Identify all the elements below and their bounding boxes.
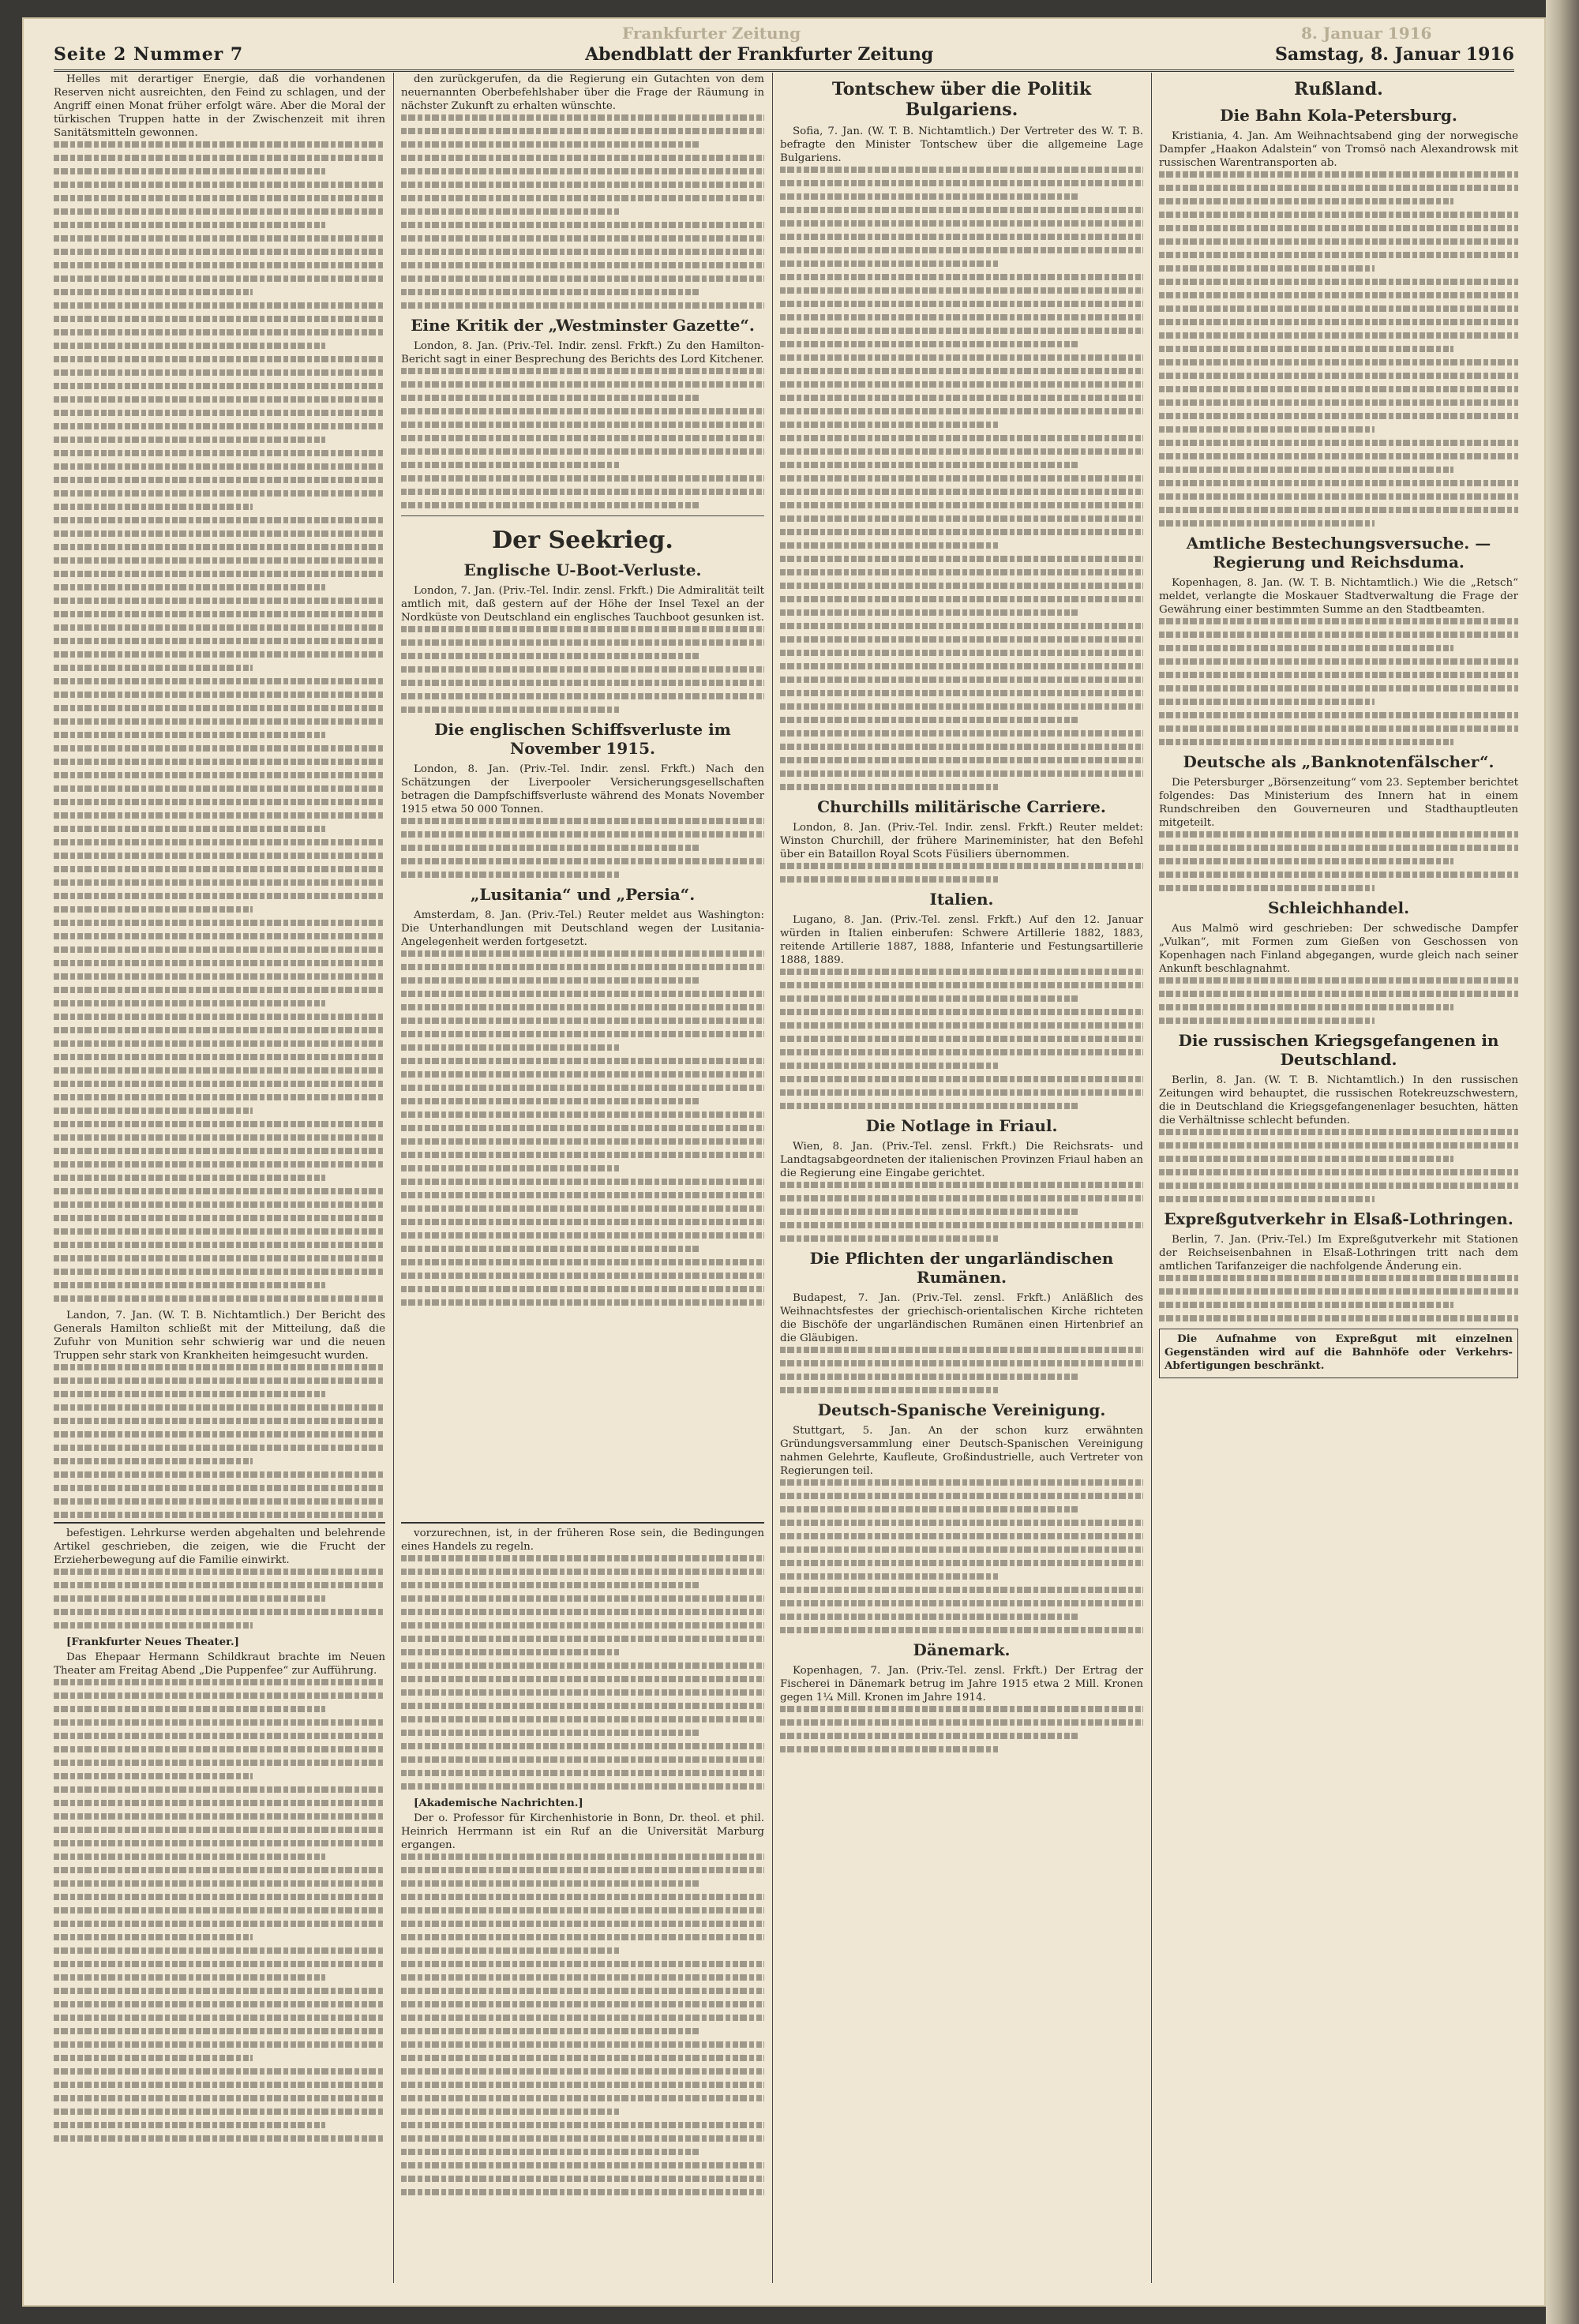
article-text: Berlin, 8. Jan. (W. T. B. Nichtamtlich.) In den russischen Zeitungen wird behauptet, die russischen Rotekreuzschwestern, die in Deutschland die Kriegsgefangenenlager besuchten, hätten die Verhältnisse schlecht befunden. <box>1159 1074 1518 1126</box>
illegible-text-block <box>780 1706 1143 1752</box>
article-text: Sofia, 7. Jan. (W. T. B. Nichtamtlich.) Der Vertreter des W. T. B. befragte den Minister Tontschew über die allgemeine Lage Bulgariens. <box>780 126 1143 164</box>
headline-bestechung: Amtliche Bestechungsversuche. — Regierung und Reichsduma. <box>1186 534 1491 572</box>
headline-notlage: Die Notlage in Friaul. <box>865 1116 1058 1135</box>
article-text: Helles mit derartiger Energie, daß die vorhandenen Reserven nicht ausreichten, den Feind zu schlagen, und der Angriff einen Monat früher erfolgt wäre. Aber die Moral der türkischen Truppen hatte in der Zwischenzeit mit ihren Sanitätsmitteln gewonnen. <box>54 73 385 139</box>
headline-bahn: Die Bahn Kola-Petersburg. <box>1220 106 1457 125</box>
column-divider <box>393 73 394 2283</box>
illegible-text-block <box>401 1555 764 1790</box>
illegible-text-block <box>1159 1275 1518 1321</box>
illegible-text-block <box>401 114 764 309</box>
feuilleton-text: befestigen. Lehrkurse werden abgehalten und belehrende Artikel geschrieben, die zeigen, wie die Frucht der Erzieherbewegung auf die Familie einwirkt. <box>54 1527 385 1566</box>
article-text: Kopenhagen, 8. Jan. (W. T. B. Nichtamtlich.) Wie die „Retsch“ meldet, verlangte die Moskauer Stadtverwaltung die Frage der Gewährung einer bestimmten Summe an den Stadtbeamten. <box>1159 577 1518 616</box>
headline-kritik: Eine Kritik der „Westminster Gazette“. <box>411 316 755 335</box>
headline-gefangene: Die russischen Kriegsgefangenen in Deutschland. <box>1178 1031 1499 1069</box>
article-text: London, 8. Jan. (Priv.-Tel. Indir. zensl. Frkft.) Reuter meldet: Winston Churchill, der frühere Marineminister, hat den Befehl über ein Bataillon Royal Scots Füsiliers übernommen. <box>780 822 1143 860</box>
illegible-text-block <box>401 1854 764 2195</box>
article-text: Die Petersburger „Börsenzeitung“ vom 23. September berichtet folgendes: Das Ministerium des Innern hat in einem Rundschreiben den Gouverneuren und Stadthauptleuten mitgeteilt. <box>1159 777 1518 829</box>
feuilleton-text: [Akademische Nachrichten.] <box>414 1797 583 1809</box>
headline-elsass: Expreßgutverkehr in Elsaß-Lothringen. <box>1164 1209 1513 1228</box>
illegible-text-block <box>1159 1129 1518 1202</box>
article-text: Kopenhagen, 7. Jan. (Priv.-Tel. zensl. Frkft.) Der Ertrag der Fischerei in Dänemark betrug im Jahre 1915 etwa 2 Mill. Kronen gegen 1¼ Mill. Kronen im Jahre 1914. <box>780 1665 1143 1704</box>
illegible-text-block <box>54 1569 385 1629</box>
article-text: Budapest, 7. Jan. (Priv.-Tel. zensl. Frkft.) Anläßlich des Weihnachtsfestes der griechisch-orientalischen Kirche richteten die Bischöfe der ungarländischen Rumänen einen Hirtenbrief an die Gläubigen. <box>780 1292 1143 1344</box>
article-text: Landon, 7. Jan. (W. T. B. Nichtamtlich.) Der Bericht des Generals Hamilton schließt mit der Mitteilung, daß die Zufuhr von Munition sehr schwierig war und die neuen Truppen sehr stark von Krankheiten heimgesucht wurden. <box>54 1310 385 1362</box>
bleed-through-text: Frankfurter Zeitung <box>622 24 801 43</box>
issue-date: Samstag, 8. Januar 1916 <box>1275 44 1514 65</box>
article-text: den zurückgerufen, da die Regierung ein Gutachten von dem neuernannten Oberbefehlshaber über die Frage der Räumung in nächster Zukunft zu erhalten wünschte. <box>401 73 764 112</box>
illegible-text-block <box>780 167 1143 790</box>
headline-schiffsverluste: Die englischen Schiffsverluste im November 1915. <box>434 720 731 758</box>
illegible-text-block <box>1159 831 1518 891</box>
article-text: London, 7. Jan. (Priv.-Tel. Indir. zensl. Frkft.) Die Admiralität teilt amtlich mit, daß gestern auf der Höhe der Insel Texel an der Nordküste von Deutschland ein englisches Tauchboot gesunken ist. <box>401 585 764 624</box>
illegible-text-block <box>1159 618 1518 745</box>
article-text: Stuttgart, 5. Jan. An der schon kurz erwähnten Gründungsversammlung einer Deutsch-Spanischen Vereinigung nahmen Gelehrte, Kaufleute, Großindustrielle, auch Vertreter von Regierungen teil. <box>780 1425 1143 1477</box>
headline-spanisch: Deutsch-Spanische Vereinigung. <box>817 1400 1106 1419</box>
page-number: Seite 2 Nummer 7 <box>54 44 244 65</box>
masthead: Abendblatt der Frankfurter Zeitung <box>585 44 934 65</box>
feuilleton-text: [Frankfurter Neues Theater.] <box>66 1636 239 1648</box>
illegible-text-block <box>780 863 1143 883</box>
book-spine <box>1546 0 1579 2324</box>
headline-banknoten: Deutsche als „Banknotenfälscher“. <box>1183 752 1495 771</box>
article-text: Amsterdam, 8. Jan. (Priv.-Tel.) Reuter meldet aus Washington: Die Unterhandlungen mit Deutschland wegen der Lusitania-Angelegenheit werden fortgesetzt. <box>401 909 764 948</box>
article-text: London, 8. Jan. (Priv.-Tel. Indir. zensl. Frkft.) Nach den Schätzungen der Liverpooler Versicherungsgesellschaften betragen die Dampfschiffsverluste während des Monats November 1915 etwa 50 000 Tonnen. <box>401 763 764 815</box>
article-text: London, 8. Jan. (Priv.-Tel. Indir. zensl. Frkft.) Zu den Hamilton-Bericht sagt in einer Besprechung des Berichts des Lord Kitchener. <box>401 340 764 365</box>
illegible-text-block <box>54 1679 385 2142</box>
illegible-text-block <box>780 1479 1143 1633</box>
feuilleton-column-2 <box>401 1522 764 2283</box>
article-text: Berlin, 7. Jan. (Priv.-Tel.) Im Expreßgutverkehr mit Stationen der Reichseisenbahnen in Elsaß-Lothringen tritt nach dem amtlichen Tarifanzeiger die nachfolgende Änderung ein. <box>1159 1234 1518 1273</box>
headline-lusitania: „Lusitania“ und „Persia“. <box>470 885 696 904</box>
headline-rumaenen: Die Pflichten der ungarländischen Rumänen. <box>809 1249 1114 1287</box>
article-text: Kristiania, 4. Jan. Am Weihnachtsabend ging der norwegische Dampfer „Haakon Adalstein“ von Tromsö nach Alexandrowsk mit russischen Warentransporten ab. <box>1159 130 1518 169</box>
headline-schleichhandel: Schleichhandel. <box>1267 898 1410 917</box>
illegible-text-block <box>1159 171 1518 527</box>
column-4 <box>1159 73 1518 2283</box>
illegible-text-block <box>780 1347 1143 1393</box>
headline-tontschew: Tontschew über die Politik Bulgariens. <box>831 79 1092 120</box>
illegible-text-block <box>401 818 764 878</box>
column-divider <box>1151 73 1152 2283</box>
column-divider <box>772 73 773 2283</box>
article-text: Aus Malmö wird geschrieben: Der schwedische Dampfer „Vulkan“, mit Formen zum Gießen von Geschossen von Kopenhagen nach Finland abgegangen, wurde gleich nach seiner Ankunft beschlagnahmt. <box>1159 923 1518 975</box>
feuilleton-text: vorzurechnen, ist, in der früheren Rose sein, die Bedingungen eines Handels zu regeln. <box>401 1527 764 1553</box>
illegible-text-block <box>401 626 764 713</box>
newspaper-page <box>22 17 1546 2307</box>
feuilleton-column-1 <box>54 1522 385 2283</box>
bleed-through-date: 8. Januar 1916 <box>1301 24 1432 43</box>
illegible-text-block <box>780 969 1143 1109</box>
article-text: Lugano, 8. Jan. (Priv.-Tel. zensl. Frkft.) Auf den 12. Januar würden in Italien einberufen: Schwere Artillerie 1882, 1883, reitende Artillerie 1887, 1888, Infanterie und Festungsartillerie 1888, 1889. <box>780 914 1143 966</box>
headline-seekrieg: Der Seekrieg. <box>492 527 673 554</box>
illegible-text-block <box>401 368 764 508</box>
illegible-text-block <box>780 1182 1143 1242</box>
headline-daenemark: Dänemark. <box>913 1640 1011 1659</box>
feuilleton-text: Das Ehepaar Hermann Schildkraut brachte im Neuen Theater am Freitag Abend „Die Puppenfee“ zur Aufführung. <box>54 1651 385 1677</box>
illegible-text-block <box>1159 977 1518 1024</box>
illegible-text-block <box>401 950 764 1306</box>
boxed-notice <box>1159 1329 1518 1378</box>
notice-text: Die Aufnahme von Expreßgut mit einzelnen Gegenständen wird auf die Bahnhöfe oder Verkehrs-Abfertigungen beschränkt. <box>1165 1333 1513 1372</box>
column-3 <box>780 73 1143 2283</box>
headline-russland: Rußland. <box>1294 79 1383 99</box>
headline-churchill: Churchills militärische Carriere. <box>817 797 1106 816</box>
feuilleton-text: Der o. Professor für Kirchenhistorie in Bonn, Dr. theol. et phil. Heinrich Herrmann ist ein Ruf an die Universität Marburg ergangen. <box>401 1812 764 1851</box>
article-text: Wien, 8. Jan. (Priv.-Tel. zensl. Frkft.) Die Reichsrats- und Landtagsabgeordneten der italienischen Provinzen Friaul haben an die Regierung eine Eingabe gerichtet. <box>780 1141 1143 1179</box>
headline-italien: Italien. <box>929 890 994 909</box>
page-header <box>54 33 1514 72</box>
illegible-text-block <box>54 141 385 1302</box>
headline-uboot: Englische U-Boot-Verluste. <box>463 560 702 579</box>
